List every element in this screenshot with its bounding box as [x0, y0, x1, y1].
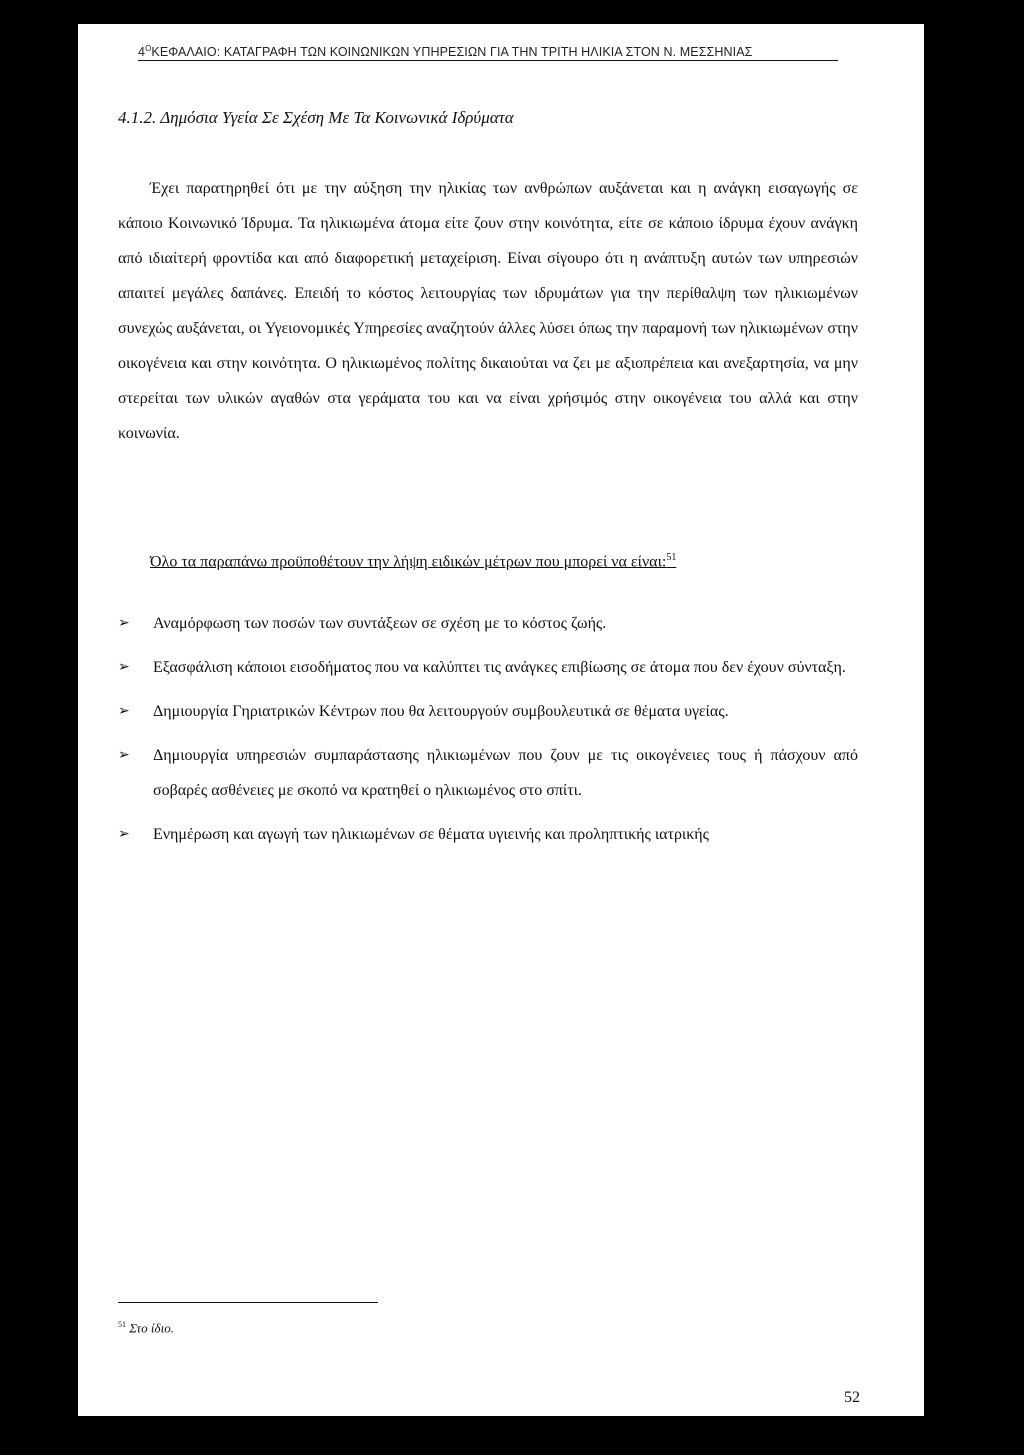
section-heading: 4.1.2. Δημόσια Υγεία Σε Σχέση Με Τα Κοινωνικά Ιδρύματα [118, 108, 514, 127]
arrow-bullet-icon: ➢ [118, 703, 130, 719]
list-item [118, 606, 858, 641]
chapter-title: ΚΕΦΑΛΑΙΟ: ΚΑΤΑΓΡΑΦΗ ΤΩΝ ΚΟΙΝΩΝΙΚΩΝ ΥΠΗΡΕΣΙΩΝ ΓΙΑ ΤΗΝ ΤΡΙΤΗ ΗΛΙΚΙΑ ΣΤΟΝ Ν. ΜΕΣΣΗΝΙΑΣ [151, 45, 753, 60]
list-item [118, 694, 858, 729]
list-item [118, 817, 858, 852]
footnote-number: 51 [118, 1320, 126, 1329]
bullet-list [118, 606, 858, 861]
list-intro-text: Όλο τα παραπάνω προϋποθέτουν την λήψη ειδικών μέτρων που μπορεί να είναι: [150, 553, 667, 571]
arrow-bullet-icon: ➢ [118, 826, 130, 842]
document-page [78, 24, 924, 1416]
footnote-reference: 51 [666, 552, 677, 563]
list-item-text: Ενημέρωση και αγωγή των ηλικιωμένων σε θέματα υγιεινής και προληπτικής ιατρικής [153, 826, 709, 843]
list-item-text: Εξασφάλιση κάποιοι εισοδήματος που να καλύπτει τις ανάγκες επιβίωσης σε άτομα που δεν έχουν σύνταξη. [153, 659, 846, 676]
footnote-text: Στο ίδιο. [129, 1320, 174, 1336]
footnote-divider [118, 1302, 378, 1303]
list-item-text: Δημιουργία Γηριατρικών Κέντρων που θα λειτουργούν συμβουλευτικά σε θέματα υγείας. [153, 703, 729, 720]
chapter-superscript: Ο [145, 44, 152, 53]
list-item [118, 650, 858, 685]
chapter-number: 4 [138, 45, 146, 60]
running-header [138, 44, 838, 61]
list-item-text: Δημιουργία υπηρεσιών συμπαράστασης ηλικιωμένων που ζουν με τις οικογένειες τους ή πάσχουν από σοβαρές ασθένειες με σκοπό να κρατηθεί ο ηλικιωμένος στο σπίτι. [153, 747, 858, 799]
arrow-bullet-icon: ➢ [118, 659, 130, 675]
list-item [118, 738, 858, 808]
arrow-bullet-icon: ➢ [118, 747, 130, 763]
body-paragraph: Έχει παρατηρηθεί ότι με την αύξηση την ηλικίας των ανθρώπων αυξάνεται και η ανάγκη εισαγωγής σε κάποιο Κοινωνικό Ίδρυμα. Τα ηλικιωμένα άτομα είτε ζουν στην κοινότητα, είτε σε κάποιο ίδρυμα έχουν ανάγκη από ιδιαίτερή φροντίδα και από διαφορετική μεταχείριση. Είναι σίγουρο ότι η ανάπτυξη αυτών των υπηρεσιών απαιτεί μεγάλες δαπάνες. Επειδή το κόστος λειτουργίας των ιδρυμάτων για την περίθαλψη των ηλικιωμένων συνεχώς αυξάνεται, οι Υγειονομικές Υπηρεσίες αναζητούν άλλες λύσει όπως την παραμονή των ηλικιωμένων στην οικογένεια και στην κοινότητα. Ο ηλικιωμένος πολίτης δικαιούται να ζει με αξιοπρέπεια και ανεξαρτησία, να μην στερείται των υλικών αγαθών στα γεράματα του και να είναι χρήσιμός στην οικογένεια του αλλά και στην κοινωνία. [118, 180, 858, 442]
list-item-text: Αναμόρφωση των ποσών των συντάξεων σε σχέση με το κόστος ζωής. [153, 615, 607, 632]
list-intro [150, 552, 840, 571]
page-number: 52 [844, 1389, 860, 1406]
body-text [118, 171, 858, 451]
footnote [118, 1320, 174, 1336]
arrow-bullet-icon: ➢ [118, 615, 130, 631]
